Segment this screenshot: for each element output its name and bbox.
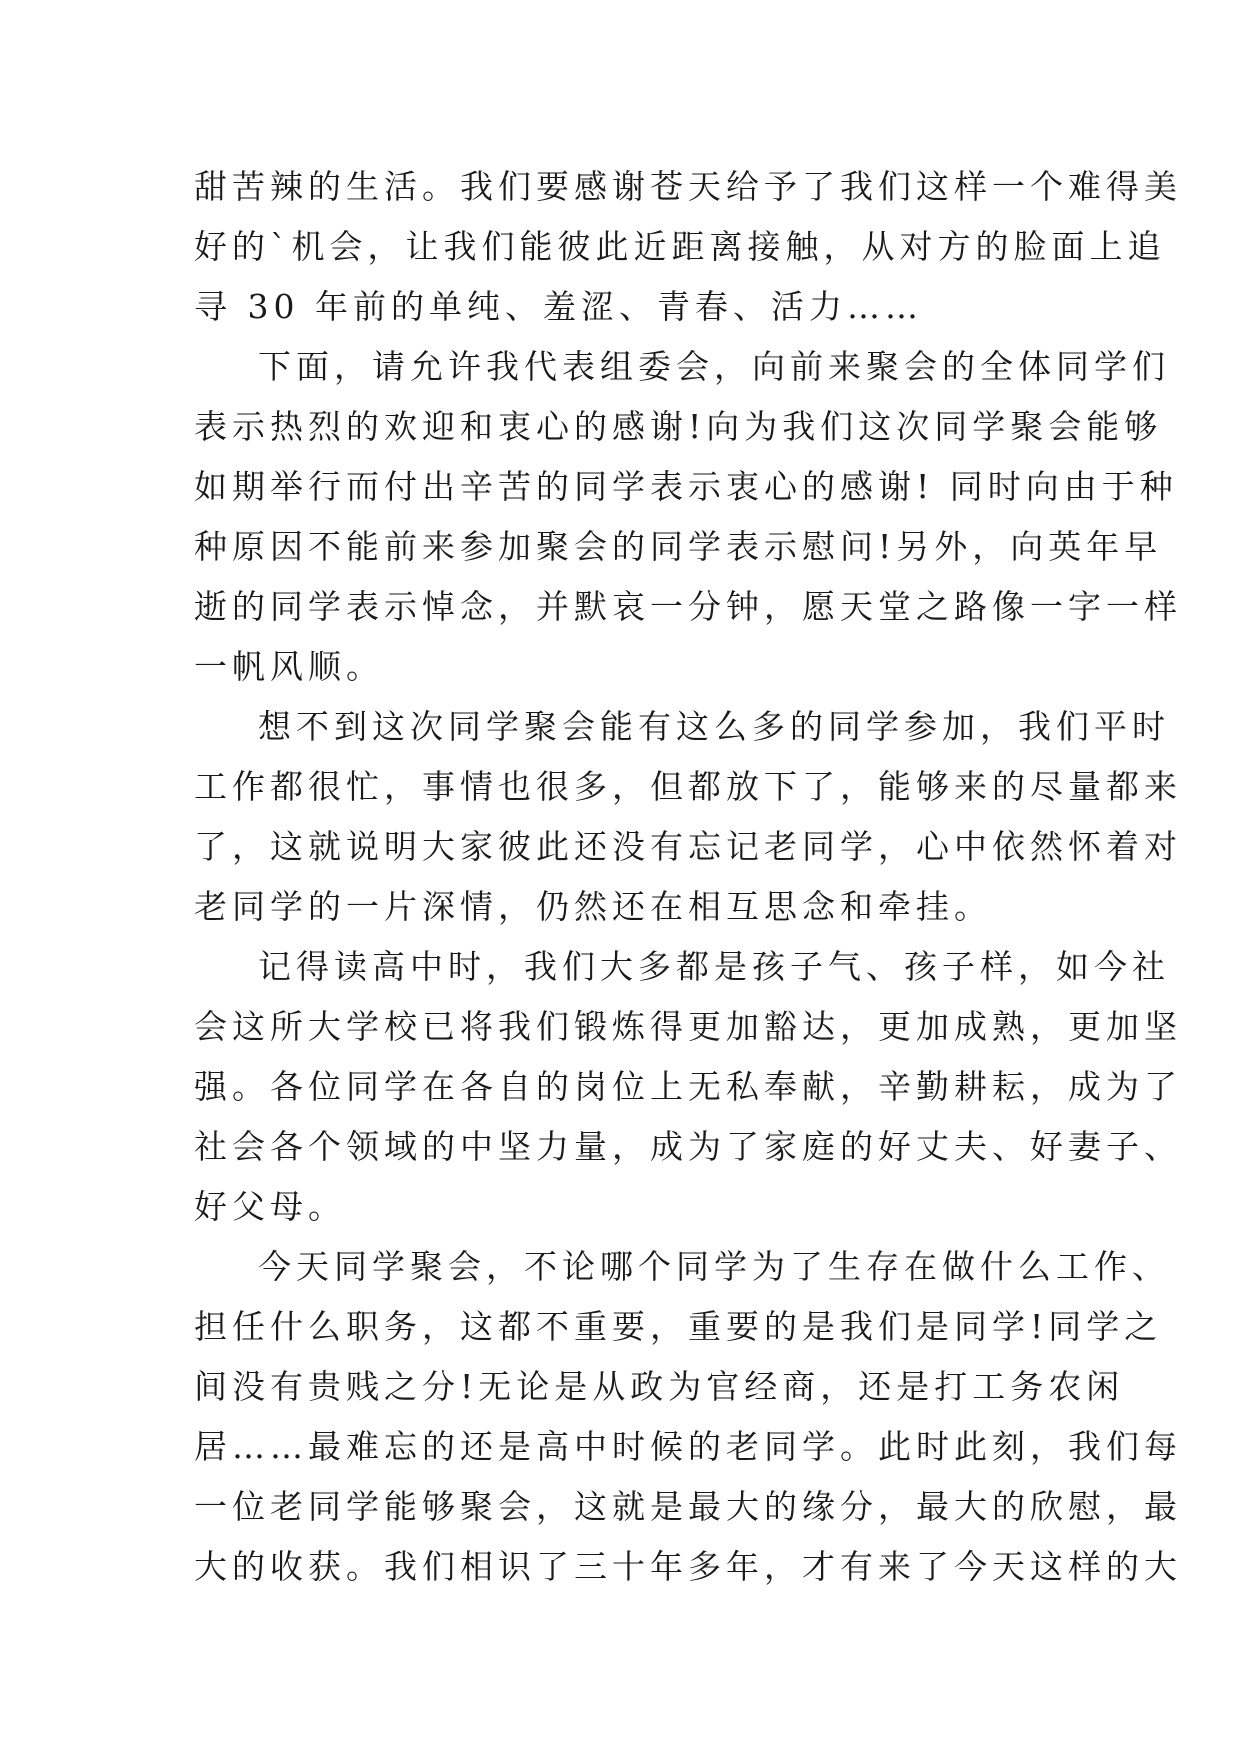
paragraph-first-line: 下面，请允许我代表组委会，向前来聚会的全体同学们 bbox=[258, 347, 1170, 386]
text-line: 老同学的一片深情，仍然还在相互思念和牵挂。 bbox=[194, 887, 992, 926]
paragraph-first-line: 想不到这次同学聚会能有这么多的同学参加，我们平时 bbox=[258, 707, 1170, 746]
text-line: 会这所大学校已将我们锻炼得更加豁达，更加成熟，更加坚 bbox=[194, 1007, 1182, 1046]
text-line: 一帆风顺。 bbox=[194, 647, 384, 686]
text-line: 社会各个领域的中坚力量，成为了家庭的好丈夫、好妻子、 bbox=[194, 1127, 1182, 1166]
text-line: 种原因不能前来参加聚会的同学表示慰问!另外，向英年早 bbox=[194, 527, 1163, 566]
text-line: 居……最难忘的还是高中时候的老同学。此时此刻，我们每 bbox=[194, 1427, 1182, 1466]
text-line: 逝的同学表示悼念，并默哀一分钟，愿天堂之路像一字一样 bbox=[194, 587, 1182, 626]
text-line: 强。各位同学在各自的岗位上无私奉献，辛勤耕耘，成为了 bbox=[194, 1067, 1182, 1106]
text-line: 一位老同学能够聚会，这就是最大的缘分，最大的欣慰，最 bbox=[194, 1487, 1182, 1526]
text-line: 好的`机会，让我们能彼此近距离接触，从对方的脸面上追 bbox=[194, 227, 1166, 266]
paragraph-first-line: 今天同学聚会，不论哪个同学为了生存在做什么工作、 bbox=[258, 1247, 1170, 1286]
text-line: 大的收获。我们相识了三十年多年，才有来了今天这样的大 bbox=[194, 1547, 1182, 1586]
text-line: 担任什么职务，这都不重要，重要的是我们是同学!同学之 bbox=[194, 1307, 1163, 1346]
text-line: 了，这就说明大家彼此还没有忘记老同学，心中依然怀着对 bbox=[194, 827, 1182, 866]
text-line: 甜苦辣的生活。我们要感谢苍天给予了我们这样一个难得美 bbox=[194, 167, 1182, 206]
text-line: 好父母。 bbox=[194, 1187, 346, 1226]
text-line: 寻 30 年前的单纯、羞涩、青春、活力…… bbox=[194, 287, 923, 326]
text-line: 间没有贵贱之分!无论是从政为官经商，还是打工务农闲 bbox=[194, 1367, 1125, 1406]
text-line: 工作都很忙，事情也很多，但都放下了，能够来的尽量都来 bbox=[194, 767, 1182, 806]
text-line: 表示热烈的欢迎和衷心的感谢!向为我们这次同学聚会能够 bbox=[194, 407, 1163, 446]
paragraph-first-line: 记得读高中时，我们大多都是孩子气、孩子样，如今社 bbox=[258, 947, 1170, 986]
text-line: 如期举行而付出辛苦的同学表示衷心的感谢! 同时向由于种 bbox=[194, 467, 1178, 506]
